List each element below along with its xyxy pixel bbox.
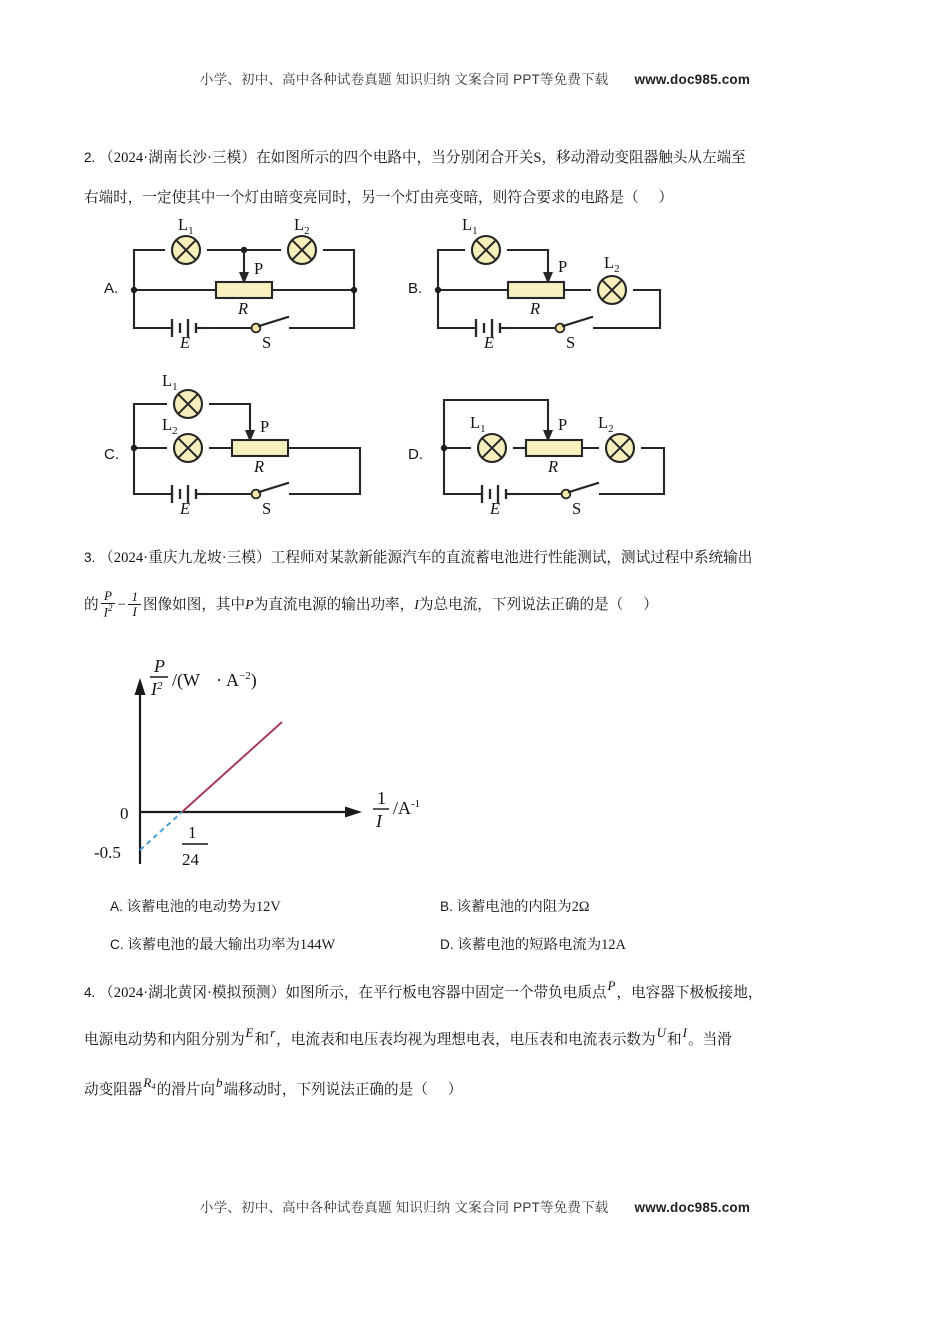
junction-node-left [441, 445, 447, 451]
question-3-options [110, 888, 870, 964]
option-d-label: D. [440, 937, 454, 952]
var-r4: $R_4$ [143, 1075, 156, 1091]
option-row-1 [110, 888, 870, 926]
lamp-l1-label: $L_1$ [162, 371, 178, 393]
graph-p-over-i2-vs-1-over-i [94, 652, 421, 882]
circuit-d-label: D. [408, 446, 423, 463]
option-b-label: B. [440, 899, 453, 914]
question-3 [84, 538, 874, 633]
option-c-text: 该蓄电池的最大输出功率为144W [127, 937, 336, 953]
lamp-l1-label: $L_1$ [470, 413, 486, 435]
question-3-line-2 [84, 578, 874, 633]
switch-symbol [252, 317, 288, 332]
question-4-l2-d: 和 [667, 1032, 682, 1048]
var-u: U [656, 1025, 667, 1040]
resistor-r-label: R [254, 457, 265, 476]
battery-e-label: E [490, 499, 501, 518]
running-footer-site: www.doc985.com [634, 1200, 751, 1215]
question-4-l3-b: 的滑片向 [156, 1082, 215, 1098]
option-row-2 [110, 926, 870, 964]
running-footer [0, 1196, 950, 1216]
question-4-stem-a: 如图所示，在平行板电容器中固定一个带负电质点 [285, 985, 607, 1001]
circuit-b-label: B. [408, 280, 423, 297]
question-4-source: （2024·湖北黄冈·模拟预测） [99, 985, 286, 1001]
svg-text:A−2): $A^{-2}$) [226, 670, 257, 690]
fraction-p-over-i2: $\frac{P}{I^2}$ [101, 589, 116, 618]
junction-node-left [131, 287, 137, 293]
question-3-source: （2024·重庆九龙坡·三模） [99, 550, 271, 566]
question-2-line-1 [84, 138, 874, 178]
question-3-prefix: 的 [84, 597, 99, 613]
question-2-answer-blank[interactable] [639, 190, 659, 206]
switch-symbol [556, 317, 592, 332]
switch-symbol [252, 483, 288, 498]
junction-node-left [435, 287, 441, 293]
slider-p-label: P [260, 417, 270, 436]
question-4-number: 4. [84, 985, 96, 1000]
resistor-r-label: R [238, 299, 249, 318]
var-r: r [270, 1025, 276, 1040]
battery-e-label: E [484, 333, 495, 352]
svg-text:I: I [376, 811, 382, 831]
switch-s-label: S [566, 333, 576, 352]
question-2-source: （2024·湖南长沙·三模） [99, 150, 257, 166]
circuit-b-svg [408, 215, 688, 352]
question-4-answer-blank[interactable] [428, 1082, 448, 1098]
circuit-d-svg [408, 378, 688, 518]
svg-text:1: 1 [188, 823, 197, 842]
option-c[interactable] [110, 926, 440, 964]
question-4-stem-b: ，电容器下极板接地， [616, 985, 763, 1001]
junction-node-left [131, 445, 137, 451]
var-i: I [682, 1025, 687, 1040]
lamp-l1-symbol [472, 236, 500, 264]
circuit-c-svg [104, 371, 384, 518]
var-i: I [414, 598, 419, 613]
question-3-paren-close: ） [643, 597, 658, 613]
switch-s-label: S [572, 499, 582, 518]
var-e: E [245, 1025, 254, 1040]
lamp-l2-label: $L_2$ [162, 415, 178, 437]
question-4-line-2 [84, 1013, 874, 1060]
svg-text:/(W: /(W [172, 670, 200, 690]
x-axis-label [373, 788, 420, 831]
lamp-l1-symbol [174, 390, 202, 418]
resistor-r-symbol [216, 282, 272, 298]
question-2-stem: 在如图所示的四个电路中，当分别闭合开关S，移动滑动变阻器触头从左端至 [256, 150, 746, 166]
circuit-diagram-b [408, 215, 688, 352]
question-2 [84, 138, 874, 218]
option-b[interactable] [440, 888, 770, 926]
graph-svg [94, 652, 421, 882]
running-header [0, 68, 950, 88]
data-line-segment [182, 722, 282, 812]
var-b: b [215, 1075, 223, 1090]
lamp-l2-label: $L_2$ [604, 253, 620, 275]
switch-symbol [562, 483, 598, 498]
circuit-diagram-a [104, 215, 384, 352]
y-axis-label [150, 656, 257, 699]
running-footer-text: 小学、初中、高中各种试卷真题 知识归纳 文案合同 PPT等免费下载 [199, 1200, 609, 1215]
battery-e-label: E [180, 499, 191, 518]
slider-p-label: P [558, 415, 568, 434]
lamp-l2-symbol [288, 236, 316, 264]
option-c-label: C. [110, 937, 124, 952]
circuit-c-label: C. [104, 446, 119, 463]
question-3-stem: 工程师对某款新能源汽车的直流蓄电池进行性能测试，测试过程中系统输出 [270, 550, 753, 566]
question-4-paren-close: ） [447, 1082, 463, 1098]
lamp-l2-symbol [174, 434, 202, 462]
question-3-number: 3. [84, 550, 96, 565]
question-4-l2-b: 和 [254, 1032, 270, 1048]
lamp-l2-label: $L_2$ [294, 215, 310, 237]
option-d-text: 该蓄电池的短路电流为12A [457, 937, 626, 953]
dashed-extrapolation-segment [140, 812, 182, 850]
question-4-l2-c: ，电流表和电压表均视为理想电表，电压表和电流表示数为 [276, 1032, 656, 1048]
question-3-stem-mid: 图像如图，其中 [142, 597, 246, 613]
switch-s-label: S [262, 333, 272, 352]
resistor-r-symbol [232, 440, 288, 456]
option-a-label: A. [110, 899, 123, 914]
x-axis-arrow [345, 807, 362, 818]
svg-text:24: 24 [182, 850, 199, 869]
resistor-r-symbol [508, 282, 564, 298]
svg-text:/A-1: $/A^{-1}$ [393, 798, 421, 818]
circuit-a-svg [104, 215, 384, 352]
question-2-paren-close: ） [658, 190, 674, 206]
svg-text:·: · [216, 670, 222, 690]
question-3-answer-blank[interactable] [623, 597, 643, 613]
question-4-l3-a: 动变阻器 [84, 1082, 143, 1098]
fraction-1-over-i: $\frac{1}{I}$ [128, 590, 141, 618]
svg-text:1: 1 [377, 788, 386, 808]
resistor-r-label: R [548, 457, 559, 476]
lamp-l2-symbol [606, 434, 634, 462]
running-header-site: www.doc985.com [634, 72, 751, 87]
question-4-l3-c: 端移动时，下列说法正确的是（ [223, 1082, 428, 1098]
battery-e-label: E [180, 333, 191, 352]
svg-text:P: P [154, 656, 165, 676]
y-intercept-tick-label: -0.5 [94, 843, 121, 862]
slider-p-label: P [558, 257, 568, 276]
lamp-l1-label: $L_1$ [462, 215, 478, 237]
question-4 [84, 966, 874, 1113]
question-4-l2-e: 。当滑 [687, 1032, 732, 1048]
var-p: P [607, 978, 616, 993]
resistor-r-label: R [530, 299, 541, 318]
question-2-stem-cont: 右端时，一定使其中一个灯由暗变亮同时，另一个灯由亮变暗，则符合要求的电路是（ [84, 190, 639, 206]
lamp-l1-symbol [172, 236, 200, 264]
option-d[interactable] [440, 926, 770, 964]
question-4-line-3 [84, 1060, 874, 1113]
question-4-line-1 [84, 966, 874, 1013]
question-3-line-1 [84, 538, 874, 578]
lamp-l2-symbol [598, 276, 626, 304]
x-intercept-tick-label [182, 823, 208, 869]
option-a[interactable] [110, 888, 440, 926]
question-2-number: 2. [84, 150, 96, 165]
lamp-l1-symbol [478, 434, 506, 462]
running-header-text: 小学、初中、高中各种试卷真题 知识归纳 文案合同 PPT等免费下载 [199, 72, 609, 87]
option-b-text: 该蓄电池的内阻为2Ω [456, 899, 590, 915]
switch-s-label: S [262, 499, 272, 518]
question-3-stem-tail: 为总电流，下列说法正确的是（ [418, 597, 624, 613]
question-2-line-2 [84, 178, 874, 218]
svg-text:I2: $I^2$ [151, 679, 163, 699]
option-a-text: 该蓄电池的电动势为12V [126, 899, 281, 915]
circuit-a-label: A. [104, 280, 119, 297]
question-3-stem-mid2: 为直流电源的输出功率， [253, 597, 415, 613]
junction-node-right [351, 287, 357, 293]
y-axis-arrow [135, 678, 146, 695]
question-4-l2-a: 电源电动势和内阻分别为 [84, 1032, 245, 1048]
lamp-l2-label: $L_2$ [598, 413, 614, 435]
resistor-r-symbol [526, 440, 582, 456]
var-p: P [245, 598, 254, 613]
slider-p-label: P [254, 259, 264, 278]
lamp-l1-label: $L_1$ [178, 215, 194, 237]
circuit-diagram-d [408, 378, 688, 518]
minus-sign: − [117, 597, 126, 613]
circuit-diagram-c [104, 371, 384, 518]
origin-tick-label: 0 [120, 804, 129, 823]
